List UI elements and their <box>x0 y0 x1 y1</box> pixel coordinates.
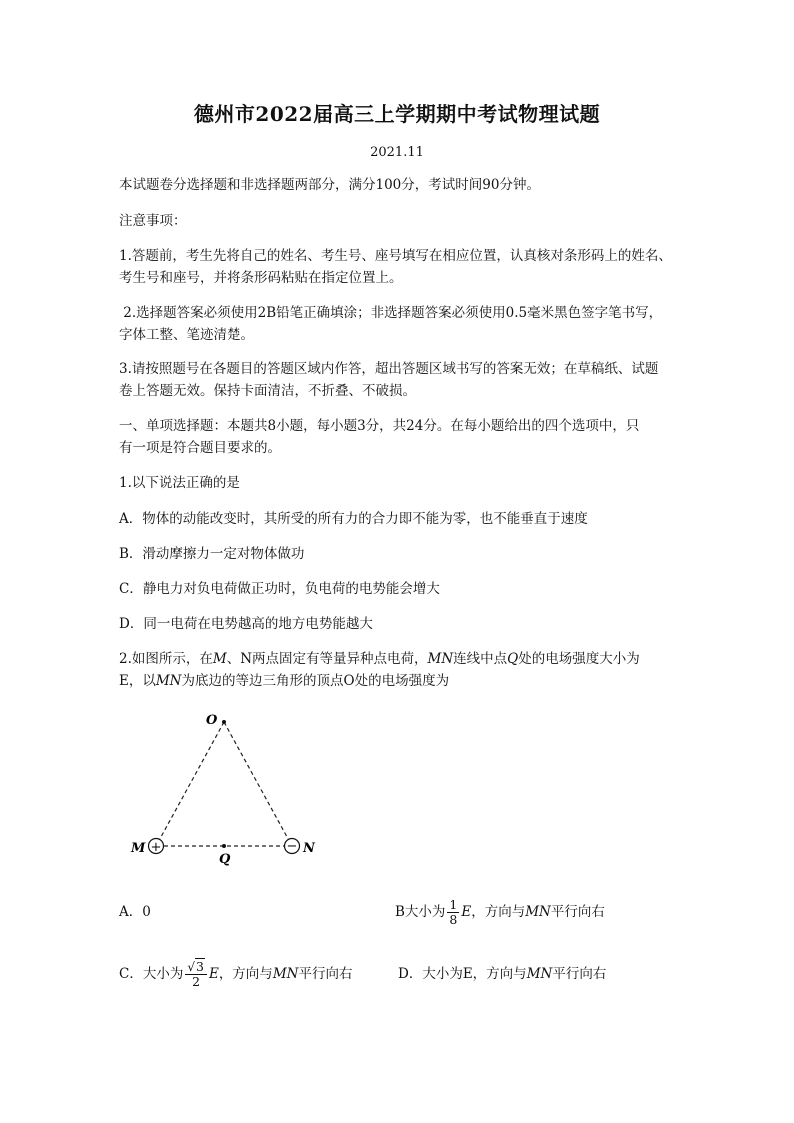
q1-stem: 1.以下说法正确的是 <box>119 475 240 491</box>
notice-item-3-line2: 卷上答题无效。保持卡面清洁，不折叠、不破损。 <box>119 383 416 399</box>
section-heading-line2: 有一项是符合题目要求的。 <box>119 440 281 456</box>
minus-sign: − <box>286 839 298 854</box>
section-heading-line1: 一、单项选择题：本题共8小题，每小题3分，共24分。在每小题给出的四个选项中，只 <box>119 418 640 434</box>
q2-stem-line1: 2.如图所示，在M、N两点固定有等量异种点电荷，MN连线中点Q处的电场强度大小为 <box>119 651 640 667</box>
q2-option-c: C．大小为 $\frac{√3}{2}$ E，方向与MN平行向右 <box>119 959 353 989</box>
notice-item-1-line2: 考生号和座号，并将条形码粘贴在指定位置上。 <box>119 270 403 286</box>
label-m: M <box>131 841 146 856</box>
q2-option-d: D．大小为E，方向与MN平行向右 <box>398 966 607 982</box>
label-q: Q <box>219 852 231 867</box>
fraction-sqrt3-over-2: $\frac{√3}{2}$ <box>185 960 207 989</box>
q1-option-a: A．物体的动能改变时，其所受的所有力的合力即不能为零，也不能垂直于速度 <box>119 511 588 527</box>
side-om <box>156 722 224 846</box>
label-o: O <box>206 713 218 728</box>
notice-heading: 注意事项： <box>119 213 187 229</box>
label-n: N <box>303 841 315 856</box>
exam-title: 德州市2022届高三上学期期中考试物理试题 <box>193 102 601 126</box>
q2-option-a: A．0 <box>119 904 151 920</box>
plus-sign: + <box>150 840 162 855</box>
intro-text: 本试题卷分选择题和非选择题两部分，满分100分，考试时间90分钟。 <box>119 177 540 193</box>
notice-item-3-line1: 3.请按照题号在各题目的答题区域内作答，超出答题区域书写的答案无效；在草稿纸、试题 <box>119 361 659 377</box>
notice-item-2-line1: 2.选择题答案必须使用2B铅笔正确填涂；非选择题答案必须使用0.5毫米黑色签字笔书写， <box>119 305 663 321</box>
equilateral-triangle-figure <box>120 700 320 875</box>
q1-option-b: B．滑动摩擦力一定对物体做功 <box>119 546 305 562</box>
fraction-one-eighth: $\frac{1}{8}$ <box>449 897 458 927</box>
point-o <box>222 720 226 724</box>
q1-option-d: D．同一电荷在电势越高的地方电势能越大 <box>119 616 373 632</box>
q1-option-c: C．静电力对负电荷做正功时，负电荷的电势能会增大 <box>119 581 440 597</box>
q2-stem-line2: E，以MN为底边的等边三角形的顶点O处的电场强度为 <box>119 673 450 689</box>
notice-item-1-line1: 1.答题前，考生先将自己的姓名、考生号、座号填写在相应位置，认真核对条形码上的姓名、 <box>119 248 672 264</box>
point-q <box>222 844 226 848</box>
exam-date: 2021.11 <box>370 145 424 160</box>
notice-item-2-line2: 字体工整、笔迹清楚。 <box>119 327 254 343</box>
q2-option-b: B大小为 $\frac{1}{8}$ E，方向与MN平行向右 <box>395 897 605 927</box>
side-on <box>224 722 292 846</box>
